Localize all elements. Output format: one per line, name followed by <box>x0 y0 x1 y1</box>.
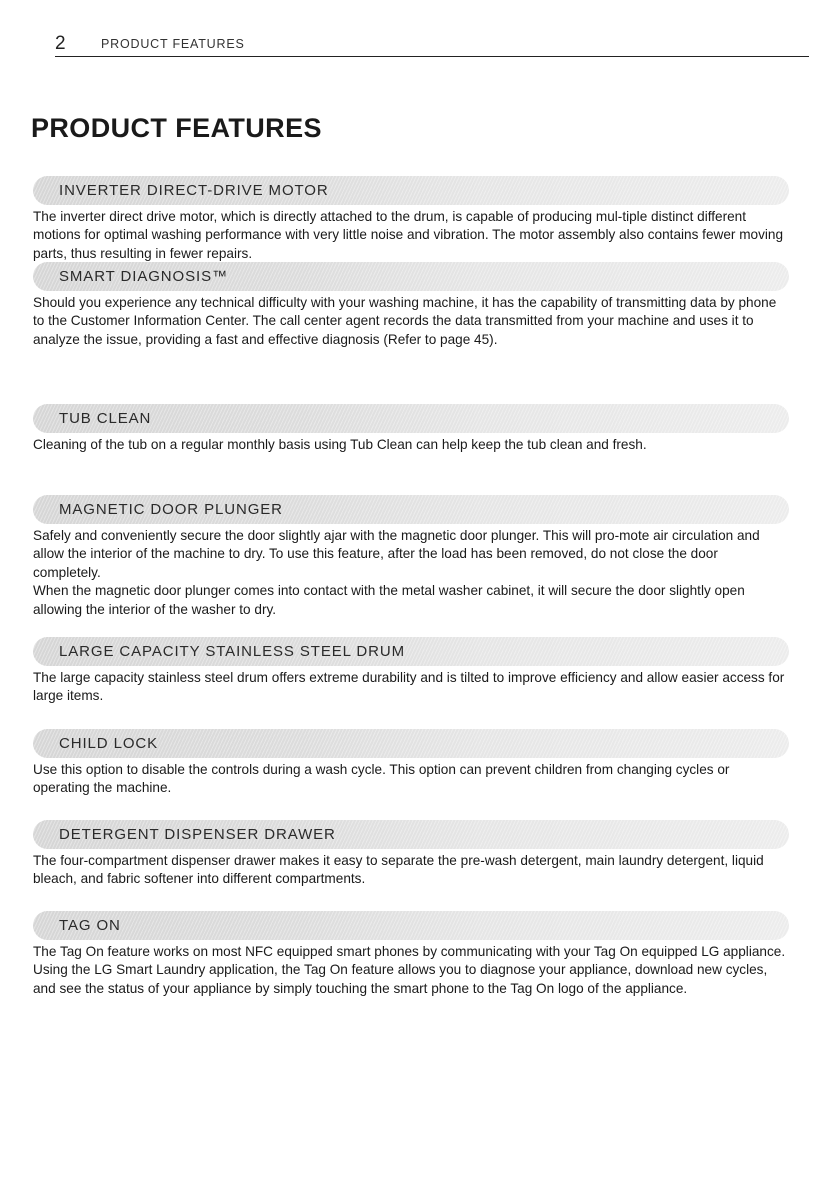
section-body <box>33 527 789 619</box>
section-inverter-direct-drive-motor <box>33 176 789 263</box>
section-smart-diagnosis <box>33 262 789 349</box>
paragraph: The Tag On feature works on most NFC equipped smart phones by communicating with your Tag On equipped LG appliance. Using the LG Smart Laundry application, the Tag On feature allows you to diagnose your appliance, download new cycles, and see the status of your appliance by simply touching the smart phone to the Tag On logo of the appliance. <box>33 944 786 996</box>
section-heading-band <box>33 729 789 758</box>
section-body <box>33 294 789 349</box>
section-heading: TUB CLEAN <box>59 410 152 427</box>
running-title: PRODUCT FEATURES <box>101 37 245 51</box>
section-magnetic-door-plunger <box>33 495 789 619</box>
section-body <box>33 436 789 454</box>
section-large-capacity-drum <box>33 637 789 706</box>
section-body <box>33 761 789 798</box>
section-body <box>33 669 789 706</box>
paragraph: Use this option to disable the controls during a wash cycle. This option can prevent children from changing cycles or operating the machine. <box>33 762 730 796</box>
paragraph: Safely and conveniently secure the door slightly ajar with the magnetic door plunger. This will pro-mote air circulation and allow the interior of the machine to dry. To use this feature, after the load has been removed, do not close the door completely. <box>33 528 760 580</box>
paragraph: The four-compartment dispenser drawer makes it easy to separate the pre-wash detergent, main laundry detergent, liquid bleach, and fabric softener into different compartments. <box>33 853 764 887</box>
page-number: 2 <box>55 33 66 54</box>
paragraph: Should you experience any technical difficulty with your washing machine, it has the capability of transmitting data by phone to the Customer Information Center. The call center agent records the data transmitted from your machine and uses it to analyze the issue, providing a fast and effective diagnosis (Refer to page 45). <box>33 295 777 347</box>
paragraph: The inverter direct drive motor, which is directly attached to the drum, is capable of producing mul-tiple distinct different motions for optimal washing performance with very little noise and vibration. The motor assembly also contains fewer moving parts, thus resulting in fewer repairs. <box>33 209 784 261</box>
section-heading: LARGE CAPACITY STAINLESS STEEL DRUM <box>59 643 406 660</box>
section-body <box>33 943 789 998</box>
section-tub-clean <box>33 404 789 454</box>
section-heading-band <box>33 637 789 666</box>
section-heading: SMART DIAGNOSIS™ <box>59 268 228 285</box>
paragraph: When the magnetic door plunger comes into contact with the metal washer cabinet, it will secure the door slightly open allowing the interior of the washer to dry. <box>33 583 745 617</box>
paragraph: Cleaning of the tub on a regular monthly basis using Tub Clean can help keep the tub clean and fresh. <box>33 437 647 452</box>
section-body <box>33 208 789 263</box>
section-heading: DETERGENT DISPENSER DRAWER <box>59 826 336 843</box>
section-heading: INVERTER DIRECT-DRIVE MOTOR <box>59 182 329 199</box>
section-body <box>33 852 789 889</box>
section-heading-band <box>33 495 789 524</box>
section-heading-band <box>33 820 789 849</box>
section-heading-band <box>33 404 789 433</box>
page-title: PRODUCT FEATURES <box>31 113 322 143</box>
paragraph: The large capacity stainless steel drum offers extreme durability and is tilted to improve efficiency and allow easier access for large items. <box>33 670 785 704</box>
section-child-lock <box>33 729 789 798</box>
section-tag-on <box>33 911 789 998</box>
section-heading-band <box>33 262 789 291</box>
section-heading-band <box>33 176 789 205</box>
section-heading: TAG ON <box>59 917 121 934</box>
section-heading: MAGNETIC DOOR PLUNGER <box>59 501 283 518</box>
section-heading-band <box>33 911 789 940</box>
section-heading: CHILD LOCK <box>59 735 159 752</box>
page-header <box>55 34 809 57</box>
section-detergent-dispenser-drawer <box>33 820 789 889</box>
